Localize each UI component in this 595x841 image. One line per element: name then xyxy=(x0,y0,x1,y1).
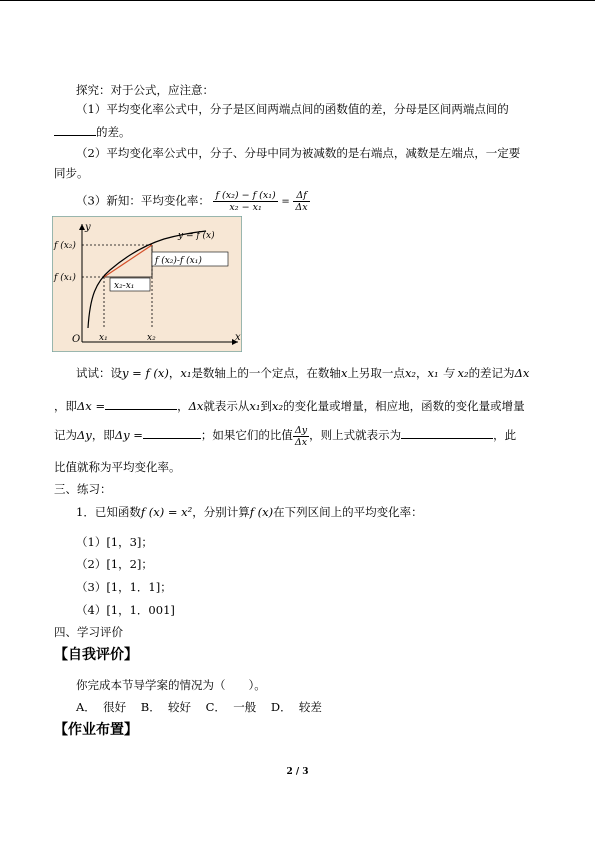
fx2-label: f (x₂) xyxy=(54,241,76,251)
trial-line-1: 试试：设y = f (x)，x₁是数轴上的一个定点，在数轴x上另取一点x₂，x₁ 与 x₂的差记为Δx xyxy=(76,366,530,380)
self-evaluation-question: 你完成本节导学案的情况为（ ）。 xyxy=(76,678,266,692)
explore-point-2: （2）平均变化率公式中，分子、分母中同为被减数的是右端点，减数是左端点，一定要 xyxy=(76,146,521,160)
answer-blank[interactable] xyxy=(54,124,96,136)
delta-fraction: $\frac{\Delta f}{\Delta x}$ xyxy=(295,190,308,213)
origin-label: O xyxy=(72,334,81,345)
curve-label: y = f (x) xyxy=(178,231,215,241)
average-rate-figure xyxy=(52,216,242,352)
delta-x-blank[interactable] xyxy=(105,398,177,410)
exercise-heading: 三、练习： xyxy=(54,482,112,496)
expression-blank[interactable] xyxy=(401,427,493,439)
exercise-item: （3）[1，1．1]； xyxy=(76,580,172,594)
exercise-item: （1）[1，3]； xyxy=(76,535,153,549)
explore-point-1-cont: 的差。 xyxy=(54,124,131,139)
exercise-question-1: 1．已知函数f (x) = x²，分别计算f (x)在下列区间上的平均变化率： xyxy=(76,505,423,519)
explore-title: 探究：对于公式，应注意： xyxy=(76,83,214,97)
delta-y-blank[interactable] xyxy=(143,427,201,439)
explore-point-3: （3）新知：平均变化率： $\frac{\text{f (x₂) − f (x₁)}}{\text{x₂ − x₁}}$ = $\frac{\Delta f}{\Delta x}$ xyxy=(76,190,308,213)
top-border xyxy=(0,0,595,1)
homework-title: 【作业布置】 xyxy=(54,722,138,738)
trial-line-3: 记为Δy，即Δy = ；如果它们的比值 $\frac{\Delta y}{\Delta x}$ ，则上式就表示为 ，此 xyxy=(54,424,517,448)
diff-label: f (x₂)-f (x₁) xyxy=(155,256,202,266)
trial-line-2: ，即Δx = ，Δx就表示从x₁到x₂的变化量或增量，相应地，函数的变化量或增量 xyxy=(54,399,525,413)
ratio-fraction: $\frac{\Delta y}{\Delta x}$ xyxy=(294,424,308,448)
average-rate-fraction: $\frac{\text{f (x₂) − f (x₁)}}{\text{x₂ − x₁}}$ xyxy=(215,190,276,213)
x1-label: x₁ xyxy=(99,333,108,343)
trial-line-4: 比值就称为平均变化率。 xyxy=(54,460,181,474)
exercise-item: （2）[1，2]； xyxy=(76,557,153,571)
self-evaluation-options: A． 很好 B． 较好 C． 一般 D． 较差 xyxy=(76,700,322,714)
explore-point-2-cont: 同步。 xyxy=(54,166,89,180)
self-evaluation-title: 【自我评价】 xyxy=(54,647,138,663)
exercise-item: （4）[1，1．001] xyxy=(76,603,175,617)
dx-label: x₂-x₁ xyxy=(114,281,135,291)
fx1-label: f (x₁) xyxy=(54,273,76,283)
x-axis-label: x xyxy=(235,332,241,343)
page-number: 2 / 3 xyxy=(286,767,309,777)
explore-point-1: （1）平均变化率公式中，分子是区间两端点间的函数值的差，分母是区间两端点间的 xyxy=(76,102,509,116)
evaluation-heading: 四、学习评价 xyxy=(54,625,123,639)
x2-label: x₂ xyxy=(147,333,156,343)
y-axis-label: y xyxy=(85,222,91,233)
